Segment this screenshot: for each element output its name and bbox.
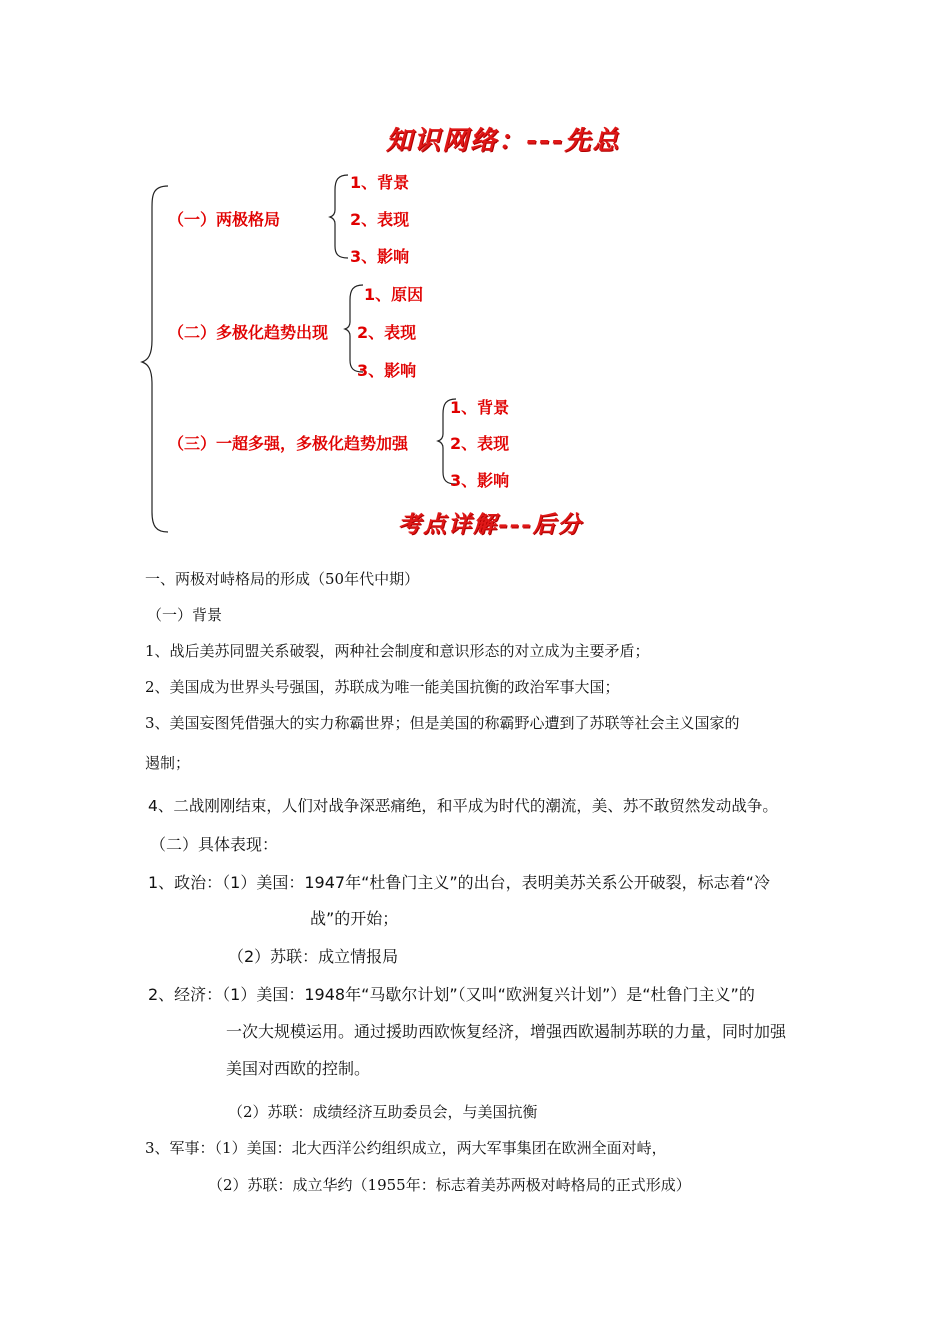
section3-item2: 2、表现 <box>450 434 510 453</box>
section2-item2: 2、表现 <box>357 323 417 342</box>
background-point-1: 1、战后美苏同盟关系破裂，两种社会制度和意识形态的对立成为主要矛盾； <box>145 642 650 660</box>
subheading-background: （一）背景 <box>147 606 223 624</box>
section3-item3: 3、影响 <box>450 471 510 490</box>
section2-item3: 3、影响 <box>357 361 417 380</box>
politics-ussr: （2）苏联：成立情报局 <box>228 947 399 966</box>
background-point-2: 2、美国成为世界头号强国，苏联成为唯一能美国抗衡的政治军事大国； <box>145 678 620 696</box>
section2-label: （二）多极化趋势出现 <box>168 323 329 342</box>
mindmap-subtitle: 考点详解---后分 <box>398 511 583 538</box>
background-point-4: 4、二战刚刚结束，人们对战争深恶痛绝，和平成为时代的潮流，美、苏不敢贸然发动战争。 <box>148 797 778 815</box>
politics-us: 1、政治：（1）美国：1947年“杜鲁门主义”的出台，表明美苏关系公开破裂，标志着“冷 <box>148 873 770 892</box>
section3-label: （三）一超多强，多极化趋势加强 <box>168 434 409 453</box>
economy-ussr: （2）苏联：成绩经济互助委员会，与美国抗衡 <box>228 1103 538 1121</box>
background-point-3: 3、美国妄图凭借强大的实力称霸世界；但是美国的称霸野心遭到了苏联等社会主义国家的 <box>145 714 740 732</box>
subheading-manifestation: （二）具体表现： <box>150 835 279 854</box>
military-us: 3、军事：（1）美国：北大西洋公约组织成立，两大军事集团在欧洲全面对峙， <box>145 1139 667 1157</box>
economy-us-cont2: 美国对西欧的控制。 <box>226 1059 371 1078</box>
mindmap-title: 知识网络：---先总 <box>386 126 621 156</box>
section2-item1: 1、原因 <box>364 285 424 304</box>
section-heading: 一、两极对峙格局的形成（50年代中期） <box>145 570 420 588</box>
politics-us-cont: 战”的开始； <box>310 909 399 928</box>
section1-item3: 3、影响 <box>350 247 410 266</box>
main-brace <box>142 186 168 532</box>
economy-us: 2、经济：（1）美国：1948年“马歇尔计划”（又叫“欧洲复兴计划”）是“杜鲁门主义”的 <box>148 985 755 1004</box>
section1-brace <box>330 175 348 258</box>
military-ussr: （2）苏联：成立华约（1955年：标志着美苏两极对峙格局的正式形成） <box>208 1176 691 1194</box>
background-point-3-cont: 遏制； <box>145 754 191 772</box>
section1-item1: 1、背景 <box>350 173 410 192</box>
economy-us-cont1: 一次大规模运用。通过援助西欧恢复经济，增强西欧遏制苏联的力量，同时加强 <box>226 1022 787 1041</box>
section1-label: （一）两极格局 <box>168 210 281 229</box>
section1-item2: 2、表现 <box>350 210 410 229</box>
section3-item1: 1、背景 <box>450 398 510 417</box>
